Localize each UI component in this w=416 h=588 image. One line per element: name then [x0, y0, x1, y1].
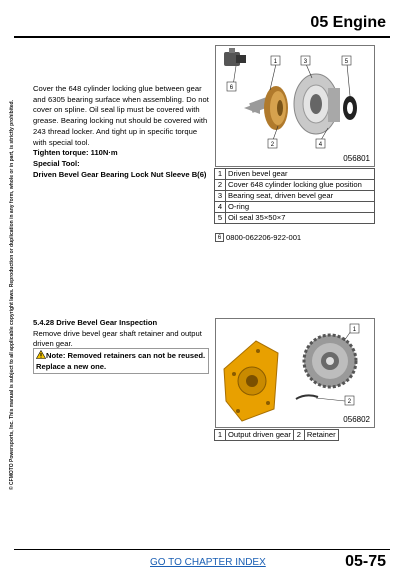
- warning-icon: [36, 350, 46, 359]
- parts-table-2: [214, 429, 339, 441]
- special-tool-part-number: [215, 233, 301, 242]
- part-number: 1: [215, 430, 226, 441]
- part-number: 4: [215, 202, 226, 213]
- lock-nut-sleeve-drawing: [224, 48, 246, 66]
- chapter-title: 05 Engine: [310, 14, 386, 31]
- driven-gear-assembly-illustration: [216, 46, 374, 166]
- assembly-instructions: [33, 84, 210, 180]
- warning-text: Note: Removed retainers can not be reused. Replace a new one.: [36, 351, 206, 371]
- inspection-text: Remove drive bevel gear shaft retainer and output driven gear.: [33, 328, 202, 348]
- copyright-notice: © CFMOTO Powersports, Inc. This manual is subject to all applicable copyright laws. Reproduction or duplication in any form, whole or in part, is strictly prohibited.: [9, 99, 15, 491]
- torque-spec: Tighten torque: 110N·m: [33, 148, 118, 158]
- driven-bevel-gear-drawing: [244, 86, 288, 130]
- oil-seal-drawing: [343, 96, 357, 120]
- callout-6: [227, 82, 236, 91]
- page-number: 05-75: [345, 553, 386, 570]
- output-gear-illustration: [216, 319, 374, 427]
- figure-output-driven-gear: [215, 318, 375, 428]
- figure-1-number: 056801: [343, 154, 370, 163]
- special-tool-name: Driven Bevel Gear Bearing Lock Nut Sleeve B(6): [33, 169, 207, 179]
- part-description: Retainer: [304, 430, 338, 441]
- part-description: Driven bevel gear: [226, 169, 375, 180]
- section-heading: 5.4.28 Drive Bevel Gear Inspection: [33, 318, 158, 327]
- callout-5: [342, 56, 351, 65]
- callout-4: [316, 139, 325, 148]
- warning-note: [33, 348, 209, 374]
- callout-1-label: 1: [273, 58, 278, 65]
- callout-1: [350, 324, 359, 333]
- callout-4-label: 4: [318, 141, 323, 148]
- part-description: Bearing seat, driven bevel gear: [226, 191, 375, 202]
- callout-1-label: 1: [352, 326, 357, 333]
- part-number: 2: [215, 180, 226, 191]
- table-row: [215, 169, 375, 180]
- callout-3: [301, 56, 310, 65]
- bearing-seat-drawing: [294, 74, 340, 134]
- footer-divider: [14, 549, 390, 550]
- special-tool-label: Special Tool:: [33, 158, 80, 168]
- header-divider: [14, 36, 390, 38]
- table-row: [215, 213, 375, 224]
- part-number: 1: [215, 169, 226, 180]
- part-number: 5: [215, 213, 226, 224]
- part-number: 3: [215, 191, 226, 202]
- figure-driven-bevel-gear: [215, 45, 375, 167]
- callout-2: [268, 139, 277, 148]
- callout-2-label: 2: [347, 398, 352, 405]
- parts-table-1: [214, 168, 375, 224]
- callout-2-label: 2: [270, 141, 275, 148]
- table-row: [215, 430, 339, 441]
- retainer-drawing: [296, 395, 318, 399]
- output-driven-gear-drawing: [304, 335, 356, 387]
- part-note-text: 0800-062206-922-001: [226, 233, 302, 242]
- table-row: [215, 191, 375, 202]
- assembly-text: Cover the 648 cylinder locking glue between gear and 6305 bearing surface when assembling. Do not cover on spline. Oil seal lip must be covered with grease. Bearing locking nut should be covered with 243 thread locker. And tight up in specific torque with special tool.: [33, 84, 209, 147]
- table-row: [215, 180, 375, 191]
- inspection-section: [33, 318, 213, 350]
- callout-2: [345, 396, 354, 405]
- part-description: Output driven gear: [226, 430, 294, 441]
- callout-6-label: 6: [229, 84, 234, 91]
- chapter-index-link[interactable]: GO TO CHAPTER INDEX: [150, 557, 266, 568]
- gear-housing-drawing: [224, 341, 278, 421]
- part-number: 2: [293, 430, 304, 441]
- callout-3-label: 3: [303, 58, 308, 65]
- table-row: [215, 202, 375, 213]
- callout-5-label: 5: [344, 58, 349, 65]
- part-description: Oil seal 35×50×7: [226, 213, 375, 224]
- part-note-number: 6: [215, 233, 224, 242]
- figure-2-number: 056802: [343, 415, 370, 424]
- part-description: Cover 648 cylinder locking glue position: [226, 180, 375, 191]
- callout-1: [271, 56, 280, 65]
- part-description: O-ring: [226, 202, 375, 213]
